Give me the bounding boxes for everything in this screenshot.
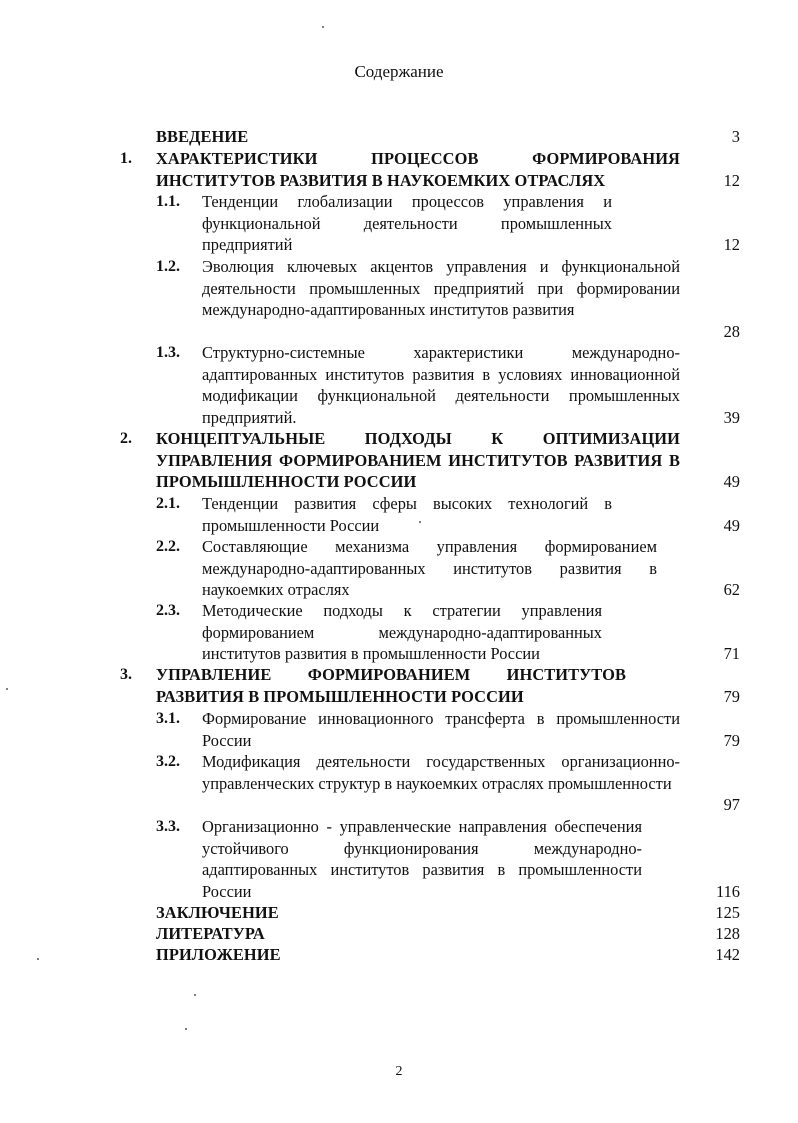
toc-entry-number: 1.3. <box>156 344 180 361</box>
toc-entry-page: 79 <box>723 686 740 706</box>
toc-entry-number: 2.3. <box>156 602 180 619</box>
toc-entry-number: 2.2. <box>156 538 180 555</box>
toc-entry-title: Методические подходы к стратегии управления формированием международно-адаптированных институтов развития в промышленности России <box>202 601 602 663</box>
toc-entry-title: Формирование инновационного трансферта в промышленности России <box>202 709 680 750</box>
toc-entry-number: 1.1. <box>156 193 180 210</box>
toc-entry-number: 1. <box>120 150 132 167</box>
scan-speck <box>419 521 421 523</box>
toc-entry-number: 3.3. <box>156 818 180 835</box>
toc-entry-title: Тенденции развития сферы высоких технологий в промышленности России <box>202 494 612 535</box>
toc-entry-page: 39 <box>723 407 740 427</box>
toc-entry-title: КОНЦЕПТУАЛЬНЫЕ ПОДХОДЫ К ОПТИМИЗАЦИИ УПРАВЛЕНИЯ ФОРМИРОВАНИЕМ ИНСТИТУТОВ РАЗВИТИЯ В ПРОМЫШЛЕННОСТИ РОССИИ <box>156 429 680 491</box>
toc-entry-title: Организационно - управленческие направления обеспечения устойчивого функционирования международно-адаптированных институтов развития в промышленности России <box>202 817 642 901</box>
toc-entry-title: Структурно-системные характеристики международно-адаптированных институтов развития в условиях инновационной модификации функциональной деятельности промышленных предприятий. <box>202 343 680 427</box>
toc-entry-title: ЗАКЛЮЧЕНИЕ <box>156 903 279 922</box>
toc-entry-page: 128 <box>715 924 740 943</box>
toc-entry-page: 125 <box>715 903 740 922</box>
toc-entry-title: УПРАВЛЕНИЕ ФОРМИРОВАНИЕМ ИНСТИТУТОВ РАЗВИТИЯ В ПРОМЫШЛЕННОСТИ РОССИИ <box>156 665 626 706</box>
scan-speck <box>194 994 196 996</box>
scan-speck <box>322 26 324 28</box>
toc-entry-title: ХАРАКТЕРИСТИКИ ПРОЦЕССОВ ФОРМИРОВАНИЯ ИНСТИТУТОВ РАЗВИТИЯ В НАУКОЕМКИХ ОТРАСЛЯХ <box>156 149 680 190</box>
toc-entry-title: Модификация деятельности государственных организационно-управленческих структур в наукоемких отраслях промышленности <box>202 752 680 793</box>
toc-entry-title: ВВЕДЕНИЕ <box>156 127 249 146</box>
toc-entry-page: 3 <box>731 127 740 146</box>
scan-speck <box>37 958 39 960</box>
toc-entry-page: 142 <box>715 945 740 964</box>
page-number: 2 <box>395 1064 403 1079</box>
toc-entry-number: 3. <box>120 666 132 683</box>
toc-entry-title: Тенденции глобализации процессов управления и функциональной деятельности промышленных предприятий <box>202 192 612 254</box>
toc-entry-title: ПРИЛОЖЕНИЕ <box>156 945 281 964</box>
toc-entry-number: 3.1. <box>156 710 180 727</box>
toc-entry-number: 1.2. <box>156 258 180 275</box>
toc-entry-title: Эволюция ключевых акцентов управления и функциональной деятельности промышленных предприятий при формировании международно-адаптированных институтов развития <box>202 257 680 319</box>
toc-entry-number: 2. <box>120 430 132 447</box>
toc-entry-page: 71 <box>723 644 740 663</box>
toc-entry-page: 49 <box>723 515 740 535</box>
toc-entry-page: 97 <box>723 795 740 814</box>
toc-entry-title: ЛИТЕРАТУРА <box>156 924 265 943</box>
toc-entry-title: Составляющие механизма управления формированием международно-адаптированных институтов развития в наукоемких отраслях <box>202 537 657 599</box>
toc-entry-page: 28 <box>723 321 740 341</box>
toc-entry-page: 12 <box>723 235 740 254</box>
toc-entry-page: 49 <box>723 472 740 491</box>
toc-entry-page: 12 <box>723 170 740 190</box>
toc-entry-number: 3.2. <box>156 753 180 770</box>
toc-entry-page: 116 <box>716 881 740 901</box>
toc-entry-page: 62 <box>723 580 740 599</box>
page-title: Содержание <box>354 62 444 81</box>
toc-entry-number: 2.1. <box>156 495 180 512</box>
scan-speck <box>6 688 8 690</box>
toc-entry-page: 79 <box>723 730 740 750</box>
scan-speck <box>185 1028 187 1030</box>
